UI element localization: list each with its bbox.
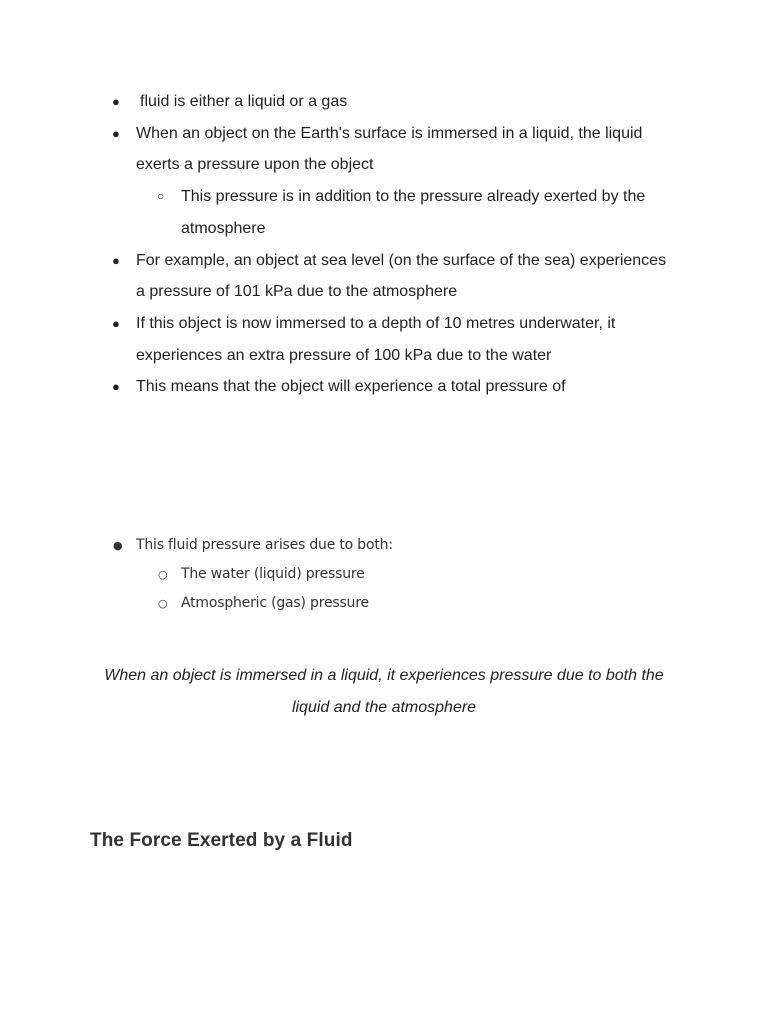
bullet-icon: ● (112, 252, 120, 268)
list-item-text: This fluid pressure arises due to both: (136, 537, 393, 553)
bullet-icon: ● (112, 315, 120, 331)
sub-list-item (0, 181, 768, 244)
hollow-bullet-icon: ○ (157, 189, 165, 204)
hollow-bullet-icon: ○ (158, 568, 168, 581)
list-item-text: If this object is now immersed to a depth of 10 metres underwater, it experiences an extra pressure of 100 kPa due to the water (136, 314, 616, 364)
list-item-text: This means that the object will experience a total pressure of (136, 378, 566, 396)
fluid-pressure-list (0, 531, 768, 618)
sub-list-item (0, 589, 768, 618)
bullet-icon: ● (112, 94, 120, 109)
list-item (0, 86, 768, 118)
summary-statement: When an object is immersed in a liquid, it experiences pressure due to both the liquid and the atmosphere (104, 667, 664, 716)
pressure-bullet-list (0, 86, 768, 403)
list-item-text: For example, an object at sea level (on the surface of the sea) experiences a pressure of 101 kPa due to the atmosphere (136, 251, 667, 301)
bullet-icon: ● (112, 379, 120, 395)
list-item-text: fluid is either a liquid or a gas (140, 93, 348, 110)
list-item (0, 308, 768, 371)
list-item (0, 118, 768, 181)
sub-list-item (0, 560, 768, 589)
list-item-text: This pressure is in addition to the pressure already exerted by the atmosphere (181, 188, 646, 237)
bullet-icon: ● (112, 125, 120, 141)
list-item-text: Atmospheric (gas) pressure (181, 595, 369, 611)
section-heading: The Force Exerted by a Fluid (90, 830, 353, 851)
list-item (0, 245, 768, 308)
bullet-icon: ● (113, 539, 123, 552)
list-item-text: When an object on the Earth's surface is immersed in a liquid, the liquid exerts a pressure upon the object (136, 124, 643, 174)
list-item (0, 371, 768, 403)
list-item (0, 531, 768, 560)
list-item-text: The water (liquid) pressure (181, 566, 365, 582)
hollow-bullet-icon: ○ (158, 597, 168, 610)
